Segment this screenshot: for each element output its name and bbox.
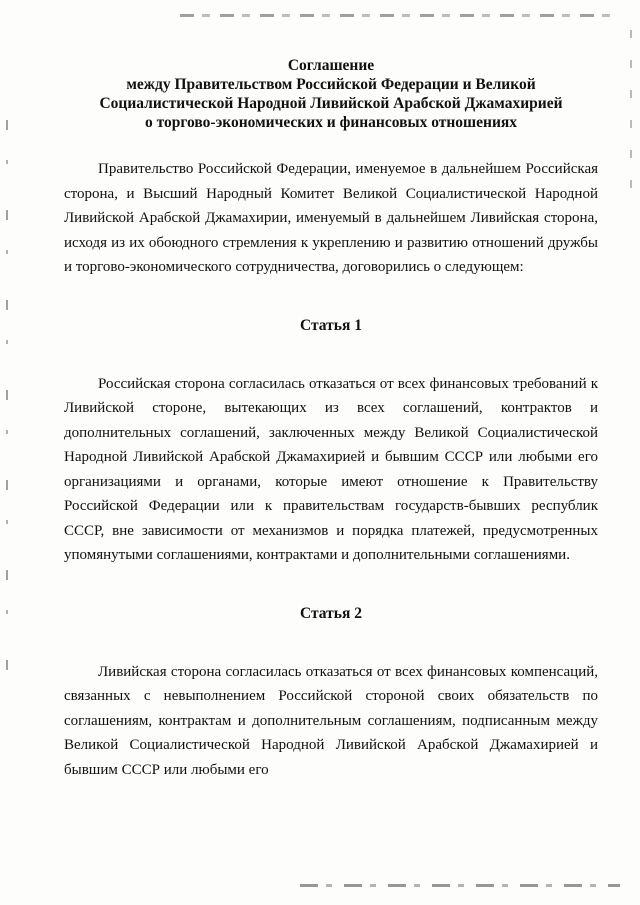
article-2-heading: Статья 2 — [300, 604, 362, 622]
document-page — [64, 56, 598, 782]
scan-artifact-top — [180, 14, 620, 17]
document-title — [64, 56, 598, 132]
title-line-1: Соглашение — [287, 57, 375, 74]
preamble-paragraph: Правительство Российской Федерации, именуемое в дальнейшем Российская сторона, и Высший Народный Комитет Великой Социалистической Народной Ливийской Арабской Джамахирии, именуемый в дальнейшем Ливийская сторона, исходя из их обоюдного стремления к укреплению и развитию отношений дружбы и торгово-экономического сотрудничества, договорились о следующем: — [64, 161, 598, 275]
scan-artifact-right — [630, 30, 632, 190]
title-line-4: о торгово-экономических и финансовых отношениях — [144, 114, 518, 131]
scan-artifact-bottom — [300, 884, 620, 887]
article-1-heading: Статья 1 — [300, 316, 362, 334]
article-1-paragraph: Российская сторона согласилась отказаться от всех финансовых требований к Ливийской стороне, вытекающих из всех соглашений, контрактов и дополнительных соглашений, заключенных между Великой Социалистической Народной Ливийской Арабской Джамахирией и бывшим СССР или любыми его организациями и органами, которые имеют отношение к Правительству Российской Федерации или к правительствам государств-бывших республик СССР, вне зависимости от механизмов и порядка платежей, предусмотренных упомянутыми соглашениями, контрактами и дополнительными соглашениями. — [64, 375, 598, 563]
article-2-paragraph: Ливийская сторона согласилась отказаться от всех финансовых компенсаций, связанных с невыполнением Российской стороной своих обязательств по соглашениям, контрактам и дополнительным соглашениям, подписанным между Великой Социалистической Народной Ливийской Арабской Джамахирией и бывшим СССР или любыми его — [64, 663, 598, 778]
title-line-3: Социалистической Народной Ливийской Арабской Джамахирией — [99, 95, 563, 112]
scan-artifact-left — [6, 120, 8, 700]
title-line-2: между Правительством Российской Федерации и Великой — [126, 76, 536, 93]
